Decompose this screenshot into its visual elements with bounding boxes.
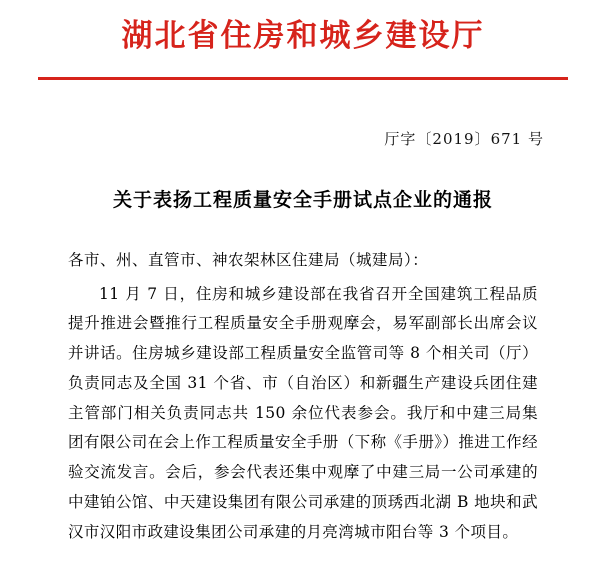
document-title: 关于表扬工程质量安全手册试点企业的通报 — [112, 189, 493, 212]
issuing-authority-title: 湖北省住房和城乡建设厅 — [121, 18, 485, 54]
document-body — [68, 246, 538, 547]
document-masthead — [0, 0, 606, 55]
body-paragraph-1: 11 月 7 日，住房和城乡建设部在我省召开全国建筑工程品质提升推进会暨推行工程质量安全手册观摩会，易军副部长出席会议并讲话。住房城乡建设部工程质量安全监管司等 8 个相关司（厅）负责同志及全国 31 个省、市（自治区）和新疆生产建设兵团住建主管部门相关负责同志共 150 余位代表参会。我厅和中建三局集团有限公司在会上作工程质量安全手册（下称《手册》）推进工作经验交流发言。会后，参会代表还集中观摩了中建三局一公司承建的中建铂公馆、中天建设集团有限公司承建的顶琇西北湖 B 地块和武汉市汉阳市政建设集团公司承建的月亮湾城市阳台等 3 个项目。 — [68, 284, 538, 541]
document-number: 厅字〔2019〕671 号 — [384, 130, 544, 149]
salutation-line: 各市、州、直管市、神农架林区住建局（城建局）： — [68, 251, 429, 270]
red-divider-rule — [38, 77, 568, 80]
